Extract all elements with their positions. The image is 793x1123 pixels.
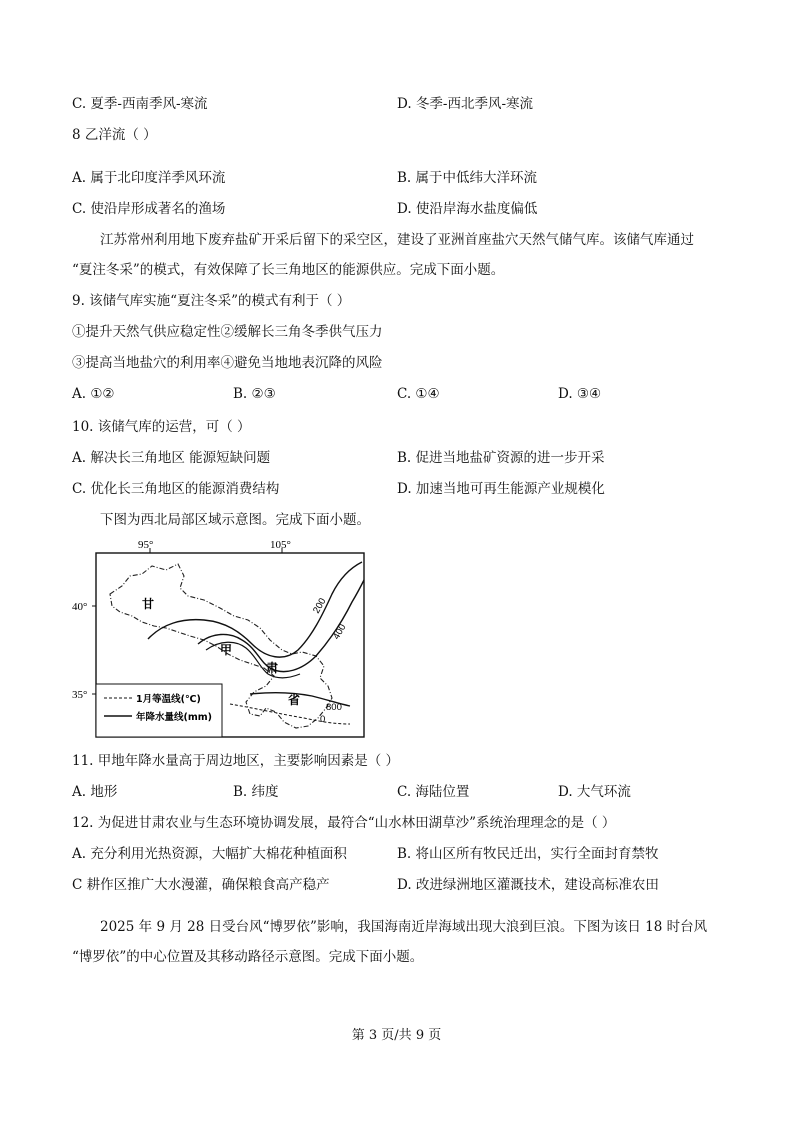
q9-stem: 9. 该储气库实施“夏注冬采”的模式有利于（ ） xyxy=(72,293,351,309)
lon-label-95: 95° xyxy=(138,539,154,551)
northwest-region-map xyxy=(70,536,370,742)
q8-option-a: A. 属于北印度洋季风环流 xyxy=(72,170,226,186)
label-400: 400 xyxy=(331,622,349,642)
q11-option-b: B. 纬度 xyxy=(233,784,279,800)
q11-option-d: D. 大气环流 xyxy=(558,784,631,800)
lat-label-35: 35° xyxy=(72,689,88,701)
lon-label-105: 105° xyxy=(270,539,291,551)
q8-option-b: B. 属于中低纬大洋环流 xyxy=(397,170,538,186)
legend-isotherm-label: 1月等温线(℃) xyxy=(136,694,201,705)
q7-option-c: C. 夏季-西南季风-寒流 xyxy=(72,96,208,112)
label-sheng: 省 xyxy=(288,693,301,707)
q11-option-c: C. 海陆位置 xyxy=(397,784,470,800)
q9-option-a: A. ①② xyxy=(72,386,115,402)
q7-option-d: D. 冬季-西北季风-寒流 xyxy=(397,96,534,112)
q9-statement-line2: ③提高当地盐穴的利用率④避免当地地表沉降的风险 xyxy=(72,355,383,371)
q9-statement-line1: ①提升天然气供应稳定性②缓解长三角冬季供气压力 xyxy=(72,324,383,340)
passage3-line2: “博罗依”的中心位置及其移动路径示意图。完成下面小题。 xyxy=(72,949,424,965)
q8-option-c: C. 使沿岸形成著名的渔场 xyxy=(72,201,226,217)
q10-option-a: A. 解决长三角地区 能源短缺问题 xyxy=(72,450,271,466)
passage1-line1: 江苏常州利用地下废弃盐矿开采后留下的采空区，建设了亚洲首座盐穴天然气储气库。该储气库通过 xyxy=(100,232,694,248)
q12-option-b: B. 将山区所有牧民迁出，实行全面封育禁牧 xyxy=(397,846,659,862)
q12-stem: 12. 为促进甘肃农业与生态环境协调发展，最符合“山水林田湖草沙”系统治理理念的是（ ） xyxy=(72,815,616,831)
q11-option-a: A. 地形 xyxy=(72,784,118,800)
label-gan: 甘 xyxy=(142,597,155,611)
passage2: 下图为西北局部区域示意图。完成下面小题。 xyxy=(100,512,370,528)
q8-option-d: D. 使沿岸海水盐度偏低 xyxy=(397,201,538,217)
q8-stem: 8 乙洋流（ ） xyxy=(72,127,157,143)
q12-option-a: A. 充分利用光热资源，大幅扩大棉花种植面积 xyxy=(72,846,347,862)
label-200: 200 xyxy=(311,596,329,616)
q9-option-d: D. ③④ xyxy=(558,386,602,402)
q12-option-d: D. 改进绿洲地区灌溉技术，建设高标准农田 xyxy=(397,877,659,893)
q10-option-d: D. 加速当地可再生能源产业规模化 xyxy=(397,481,605,497)
map-legend xyxy=(96,684,222,737)
q9-option-c: C. ①④ xyxy=(397,386,440,402)
label-800: 800 xyxy=(326,702,342,713)
q12-option-c: C 耕作区推广大水漫灌，确保粮食高产稳产 xyxy=(72,877,330,893)
label-su: 肃 xyxy=(266,661,279,675)
q10-option-c: C. 优化长三角地区的能源消费结构 xyxy=(72,481,280,497)
legend-precip-label: 年降水量线(mm) xyxy=(136,712,212,723)
passage3-line1: 2025 年 9 月 28 日受台风“博罗依”影响，我国海南近岸海域出现大浪到巨浪。下图为该日 18 时台风 xyxy=(100,919,708,935)
page-footer: 第 3 页/共 9 页 xyxy=(351,1028,442,1043)
lat-label-40: 40° xyxy=(72,601,88,613)
q10-stem: 10. 该储气库的运营，可（ ） xyxy=(72,419,251,435)
label-jia: 甲 xyxy=(220,643,233,657)
q9-option-b: B. ②③ xyxy=(233,386,276,402)
q11-stem: 11. 甲地年降水量高于周边地区，主要影响因素是（ ） xyxy=(72,753,400,769)
q10-option-b: B. 促进当地盐矿资源的进一步开采 xyxy=(397,450,605,466)
label-0: 0 xyxy=(320,714,326,725)
passage1-line2: “夏注冬采”的模式，有效保障了长三角地区的能源供应。完成下面小题。 xyxy=(72,262,505,278)
